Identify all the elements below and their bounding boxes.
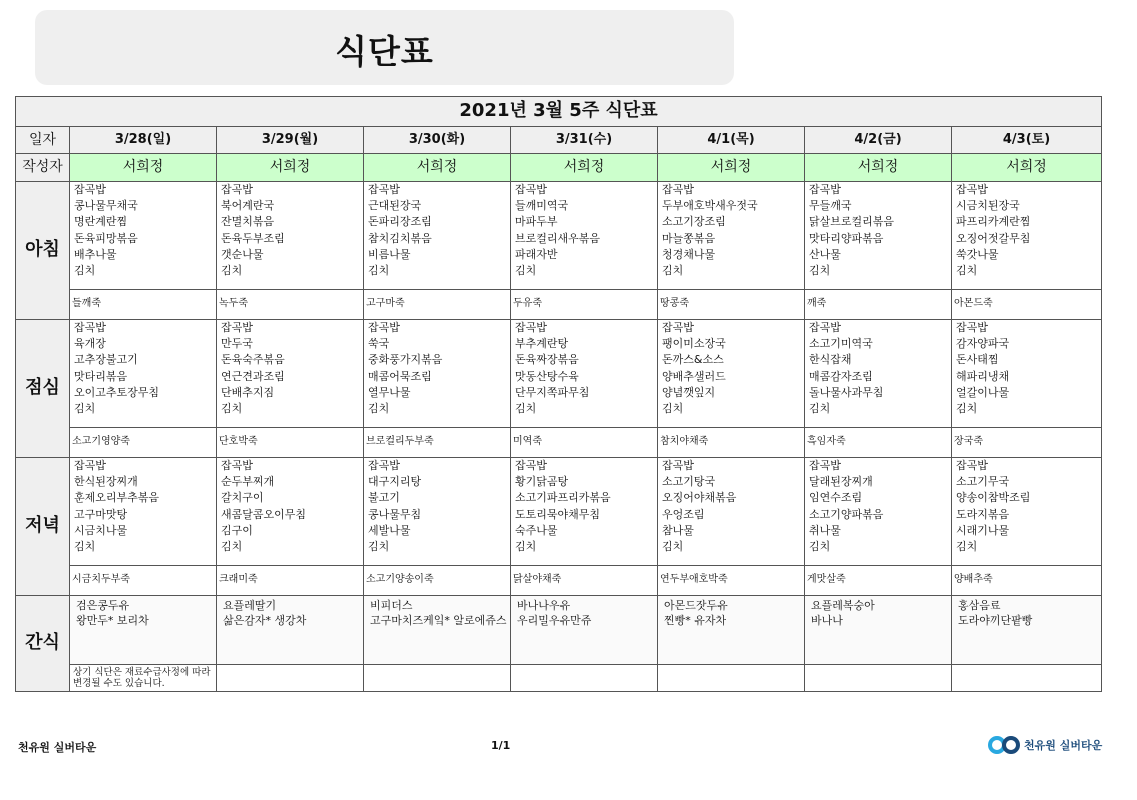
menu-item: 단무지쪽파무침	[515, 385, 590, 399]
porridge-cell: 크래미죽	[217, 566, 364, 596]
menu-item: 시금치나물	[74, 523, 128, 537]
menu-item: 김치	[74, 264, 96, 278]
porridge-cell: 양배추죽	[952, 566, 1102, 596]
menu-item: 단배추지짐	[221, 385, 275, 399]
menu-item: 김치	[662, 402, 684, 416]
menu-item: 고구마맛탕	[74, 507, 128, 521]
menu-item: 마늘쫑볶음	[662, 231, 716, 245]
menu-item: 김치	[809, 264, 831, 278]
menu-item: 시금치된장국	[956, 199, 1020, 213]
snack-cell	[805, 596, 952, 665]
footer-org-name: 천유원 실버타운	[18, 741, 97, 754]
menu-item: 잡곡밥	[662, 459, 694, 472]
writer-name: 서희정	[217, 154, 364, 182]
menu-item: 우엉조림	[662, 507, 705, 521]
snack-cell	[70, 596, 217, 665]
menu-item: 김치	[221, 264, 243, 278]
menu-item: 돈육피망볶음	[74, 231, 138, 245]
empty-cell	[511, 665, 658, 692]
menu-cell	[217, 320, 364, 428]
menu-item: 잡곡밥	[221, 459, 253, 472]
menu-cell	[70, 458, 217, 566]
snack-item: 삶은감자* 생강차	[223, 614, 307, 627]
menu-item: 양념깻잎지	[662, 385, 716, 399]
menu-item: 숙주나물	[515, 523, 558, 537]
menu-cell	[511, 182, 658, 290]
table-caption: 2021년 3월 5주 식단표	[16, 97, 1102, 127]
porridge-cell: 깨죽	[805, 290, 952, 320]
menu-item: 김치	[809, 402, 831, 416]
menu-item: 잡곡밥	[956, 321, 988, 334]
menu-item: 세발나물	[368, 523, 411, 537]
porridge-cell: 땅콩죽	[658, 290, 805, 320]
snack-item: 도라야끼단팥빵	[958, 614, 1033, 627]
menu-item: 매콤감자조림	[809, 369, 873, 383]
menu-item: 도토리묵야채무침	[515, 507, 601, 521]
menu-item: 마파두부	[515, 215, 558, 229]
menu-item: 잡곡밥	[74, 321, 106, 334]
menu-item: 김치	[515, 402, 537, 416]
menu-item: 참나물	[662, 523, 694, 537]
menu-item: 순두부찌개	[221, 475, 275, 489]
porridge-cell: 들깨죽	[70, 290, 217, 320]
menu-item: 중화풍가지볶음	[368, 353, 443, 367]
menu-item: 잡곡밥	[662, 183, 694, 196]
day-header: 3/31(수)	[511, 127, 658, 154]
menu-item: 잡곡밥	[221, 321, 253, 334]
menu-cell	[805, 320, 952, 428]
snack-item: 왕만두* 보리차	[76, 614, 149, 627]
menu-cell	[805, 458, 952, 566]
snack-item: 아몬드잣두유	[664, 599, 728, 612]
writer-name: 서희정	[805, 154, 952, 182]
menu-item: 북어계란국	[221, 199, 275, 213]
menu-item: 김치	[515, 540, 537, 554]
menu-item: 김치	[368, 264, 390, 278]
menu-item: 김치	[368, 402, 390, 416]
day-header: 3/29(월)	[217, 127, 364, 154]
menu-item: 잡곡밥	[368, 459, 400, 472]
menu-item: 잔멸치볶음	[221, 215, 275, 229]
porridge-cell: 장국죽	[952, 428, 1102, 458]
porridge-cell: 참치야채죽	[658, 428, 805, 458]
menu-item: 잡곡밥	[956, 183, 988, 196]
menu-change-note: 상기 식단은 재료수급사정에 따라 변경될 수도 있습니다.	[70, 665, 217, 692]
menu-item: 갯순나물	[221, 247, 264, 261]
menu-table	[15, 96, 1102, 692]
menu-item: 연근견과조림	[221, 369, 285, 383]
menu-item: 잡곡밥	[809, 183, 841, 196]
writer-name: 서희정	[952, 154, 1102, 182]
snack-cell	[364, 596, 511, 665]
menu-item: 소고기양파볶음	[809, 507, 884, 521]
day-header: 3/30(화)	[364, 127, 511, 154]
menu-item: 김치	[662, 264, 684, 278]
menu-item: 들깨미역국	[515, 199, 569, 213]
menu-item: 청경채나물	[662, 247, 716, 261]
menu-cell	[952, 458, 1102, 566]
menu-item: 비름나물	[368, 247, 411, 261]
day-header: 4/1(목)	[658, 127, 805, 154]
snack-cell	[217, 596, 364, 665]
menu-item: 김치	[74, 540, 96, 554]
menu-item: 양배추샐러드	[662, 369, 726, 383]
menu-item: 잡곡밥	[515, 183, 547, 196]
menu-item: 산나물	[809, 247, 841, 261]
menu-item: 김치	[956, 402, 978, 416]
menu-item: 육개장	[74, 337, 106, 351]
menu-cell	[364, 458, 511, 566]
menu-item: 오징어야채볶음	[662, 491, 737, 505]
writer-label: 작성자	[16, 154, 70, 182]
menu-item: 근대된장국	[368, 199, 422, 213]
menu-item: 잡곡밥	[662, 321, 694, 334]
porridge-cell: 고구마죽	[364, 290, 511, 320]
menu-item: 얼갈이나물	[956, 385, 1010, 399]
menu-item: 김치	[956, 540, 978, 554]
empty-cell	[658, 665, 805, 692]
menu-item: 김치	[221, 402, 243, 416]
menu-item: 김치	[74, 402, 96, 416]
snack-cell	[658, 596, 805, 665]
snack-item: 찐빵* 유자차	[664, 614, 727, 627]
porridge-cell: 브로컬리두부죽	[364, 428, 511, 458]
menu-item: 황기닭곰탕	[515, 475, 569, 489]
page-number: 1/1	[491, 739, 511, 752]
writer-name: 서희정	[364, 154, 511, 182]
menu-item: 김치	[221, 540, 243, 554]
snack-cell	[952, 596, 1102, 665]
menu-item: 쑥갓나물	[956, 247, 999, 261]
menu-item: 돈까스&소스	[662, 353, 724, 367]
porridge-cell: 시금치두부죽	[70, 566, 217, 596]
writer-name: 서희정	[511, 154, 658, 182]
day-header: 4/2(금)	[805, 127, 952, 154]
menu-item: 고추장불고기	[74, 353, 138, 367]
snack-item: 홍삼음료	[958, 599, 1001, 612]
menu-item: 참치김치볶음	[368, 231, 432, 245]
empty-cell	[364, 665, 511, 692]
menu-item: 돈육두부조림	[221, 231, 285, 245]
snack-item: 요플레딸기	[223, 599, 277, 612]
menu-item: 쑥국	[368, 337, 390, 351]
menu-item: 파프리카계란찜	[956, 215, 1031, 229]
empty-cell	[952, 665, 1102, 692]
menu-cell	[658, 458, 805, 566]
menu-item: 시래기나물	[956, 523, 1010, 537]
brand-logo	[988, 735, 1102, 755]
menu-item: 한식된장찌개	[74, 475, 138, 489]
snack-item: 비피더스	[370, 599, 413, 612]
menu-cell	[952, 320, 1102, 428]
menu-item: 콩나물무침	[368, 507, 422, 521]
menu-item: 달래된장찌개	[809, 475, 873, 489]
menu-item: 해파리냉채	[956, 369, 1010, 383]
menu-item: 도라지볶음	[956, 507, 1010, 521]
menu-item: 돈사태찜	[956, 353, 999, 367]
menu-item: 소고기탕국	[662, 475, 716, 489]
day-header: 4/3(토)	[952, 127, 1102, 154]
logo-text: 천유원 실버타운	[1024, 739, 1103, 752]
menu-item: 브로컬리새우볶음	[515, 231, 601, 245]
menu-item: 두부애호박새우젓국	[662, 199, 758, 213]
menu-item: 김치	[368, 540, 390, 554]
meal-label: 아침	[16, 182, 70, 320]
porridge-cell: 소고기영양죽	[70, 428, 217, 458]
porridge-cell: 소고기양송이죽	[364, 566, 511, 596]
snack-item: 바나나우유	[517, 599, 571, 612]
menu-cell	[658, 182, 805, 290]
meal-label: 저녁	[16, 458, 70, 596]
menu-item: 잡곡밥	[74, 183, 106, 196]
meal-label: 간식	[16, 596, 70, 692]
menu-item: 닭살브로컬리볶음	[809, 215, 895, 229]
writer-name: 서희정	[70, 154, 217, 182]
snack-item: 고구마치즈케잌* 알로에쥬스	[370, 614, 507, 627]
porridge-cell: 미역죽	[511, 428, 658, 458]
menu-item: 소고기파프리카볶음	[515, 491, 611, 505]
menu-item: 오징어젓갈무침	[956, 231, 1031, 245]
menu-item: 잡곡밥	[368, 321, 400, 334]
menu-item: 양송이참박조림	[956, 491, 1031, 505]
menu-cell	[658, 320, 805, 428]
menu-item: 돈파리장조림	[368, 215, 432, 229]
menu-cell	[70, 320, 217, 428]
menu-item: 소고기미역국	[809, 337, 873, 351]
meal-label: 점심	[16, 320, 70, 458]
menu-item: 파래자반	[515, 247, 558, 261]
menu-cell	[70, 182, 217, 290]
title-banner	[35, 10, 734, 85]
day-header: 3/28(일)	[70, 127, 217, 154]
menu-item: 맛타리볶음	[74, 369, 128, 383]
menu-cell	[364, 320, 511, 428]
menu-item: 콩나물무채국	[74, 199, 138, 213]
porridge-cell: 단호박죽	[217, 428, 364, 458]
menu-cell	[217, 182, 364, 290]
menu-item: 돌나물사과무침	[809, 385, 884, 399]
menu-item: 오이고추토장무침	[74, 385, 160, 399]
porridge-cell: 흑임자죽	[805, 428, 952, 458]
page-title: 식단표	[335, 32, 434, 71]
menu-item: 김구이	[221, 523, 253, 537]
snack-item: 검은콩두유	[76, 599, 130, 612]
menu-item: 취나물	[809, 523, 841, 537]
menu-cell	[364, 182, 511, 290]
menu-item: 김치	[956, 264, 978, 278]
menu-item: 잡곡밥	[221, 183, 253, 196]
porridge-cell: 녹두죽	[217, 290, 364, 320]
menu-item: 한식잡채	[809, 353, 852, 367]
menu-item: 만두국	[221, 337, 253, 351]
snack-cell	[511, 596, 658, 665]
menu-item: 잡곡밥	[809, 321, 841, 334]
menu-cell	[805, 182, 952, 290]
menu-item: 대구지리탕	[368, 475, 422, 489]
menu-item: 잡곡밥	[74, 459, 106, 472]
menu-item: 잡곡밥	[515, 321, 547, 334]
menu-item: 무들깨국	[809, 199, 852, 213]
menu-item: 돈육짜장볶음	[515, 353, 579, 367]
menu-item: 열무나물	[368, 385, 411, 399]
menu-item: 김치	[662, 540, 684, 554]
menu-item: 임연수조림	[809, 491, 863, 505]
menu-item: 김치	[515, 264, 537, 278]
empty-cell	[805, 665, 952, 692]
menu-item: 배추나물	[74, 247, 117, 261]
menu-item: 불고기	[368, 491, 400, 505]
menu-item: 새콤달콤오이무침	[221, 507, 307, 521]
menu-item: 잡곡밥	[809, 459, 841, 472]
menu-item: 갈치구이	[221, 491, 264, 505]
menu-cell	[217, 458, 364, 566]
day-label: 일자	[16, 127, 70, 154]
snack-item: 우리밀우유만쥬	[517, 614, 592, 627]
menu-item: 명란계란찜	[74, 215, 128, 229]
menu-item: 맛동산탕수육	[515, 369, 579, 383]
menu-item: 부추계란탕	[515, 337, 569, 351]
menu-item: 팽이미소장국	[662, 337, 726, 351]
menu-cell	[511, 458, 658, 566]
writer-name: 서희정	[658, 154, 805, 182]
menu-item: 소고기무국	[956, 475, 1010, 489]
menu-item: 돈육숙주볶음	[221, 353, 285, 367]
menu-item: 감자양파국	[956, 337, 1010, 351]
menu-cell	[511, 320, 658, 428]
logo-icon	[988, 735, 1022, 755]
menu-item: 잡곡밥	[956, 459, 988, 472]
menu-item: 소고기장조림	[662, 215, 726, 229]
menu-item: 잡곡밥	[368, 183, 400, 196]
menu-cell	[952, 182, 1102, 290]
snack-item: 바나나	[811, 614, 843, 627]
porridge-cell: 연두부애호박죽	[658, 566, 805, 596]
porridge-cell: 게맛살죽	[805, 566, 952, 596]
porridge-cell: 두유죽	[511, 290, 658, 320]
empty-cell	[217, 665, 364, 692]
menu-item: 잡곡밥	[515, 459, 547, 472]
menu-item: 김치	[809, 540, 831, 554]
snack-item: 요플레복숭아	[811, 599, 875, 612]
menu-item: 맛타리양파볶음	[809, 231, 884, 245]
porridge-cell: 아몬드죽	[952, 290, 1102, 320]
menu-item: 매콤어묵조림	[368, 369, 432, 383]
porridge-cell: 닭살야채죽	[511, 566, 658, 596]
menu-item: 훈제오리부추볶음	[74, 491, 160, 505]
